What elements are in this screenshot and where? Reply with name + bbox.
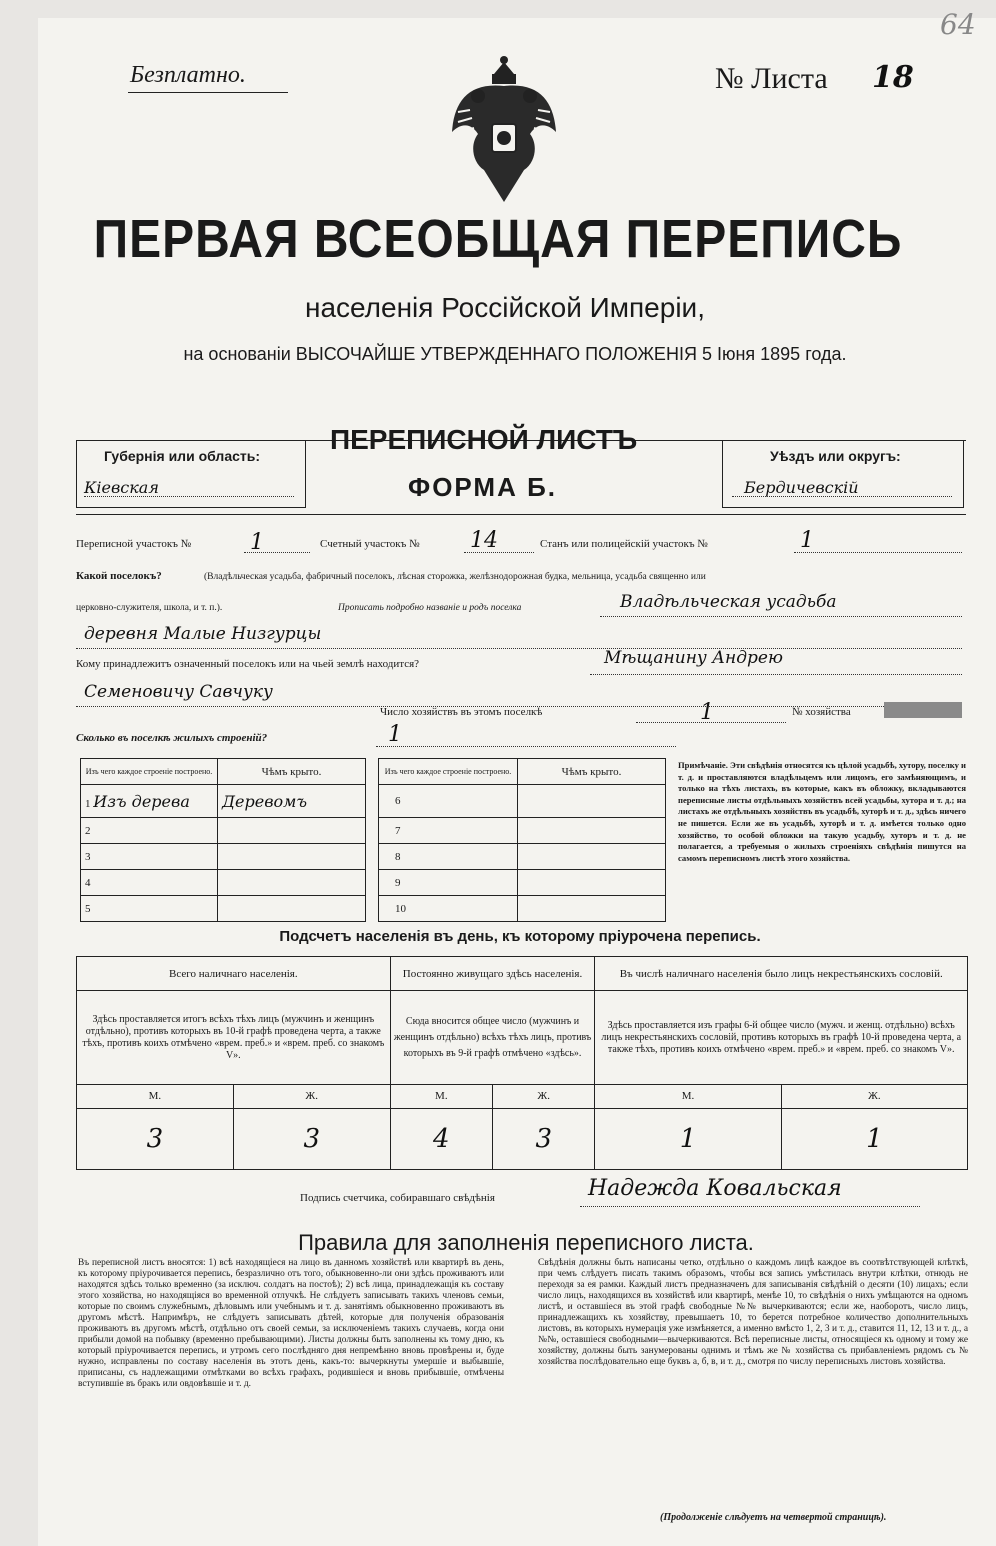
row-number: 2 xyxy=(81,818,218,844)
sheet-number-label: № Листа xyxy=(715,62,828,95)
total-male-value: 3 xyxy=(77,1109,234,1170)
rules-continued: (Продолженіе слѣдуетъ на четвертой страницѣ). xyxy=(660,1512,887,1523)
buildings-table-left xyxy=(80,758,366,922)
building-row xyxy=(379,870,666,896)
male-header: М. xyxy=(77,1084,234,1108)
buildings-line xyxy=(376,746,676,747)
building-row xyxy=(81,870,366,896)
total-population-text: Здѣсь проставляется итогъ всѣхъ тѣхъ лицъ (мужчинъ и женщинъ отдѣльно), противъ которыхъ въ 10-й графѣ проведена черта, а также тѣхъ, противъ коихъ отмѣчено «врем. преб.» и «врем. преб. со знакомъ V». xyxy=(77,991,391,1084)
rules-right-text: Свѣдѣнія должны быть написаны четко, отдѣльно о каждомъ лицѣ каждое въ соотвѣтствующей клѣткѣ, при чемъ слѣдуетъ писать такимъ образомъ, чтобы вся запись умѣстилась внутри клѣтки, отнюдь не переходя за ея рамки. Каждый листъ предназначенъ для записыванія свѣдѣній о десяти (10) лицахъ; если число лицъ, находящихся въ хозяйствѣ или квартирѣ, менѣе 10, то свѣдѣнія о нихъ умѣщаются на одномъ листѣ, и оставшіеся въ этой графѣ свободные №№ вычеркиваются; если же, наоборотъ, число лицъ, принадлежащихъ къ хозяйству, превышаетъ 10, то берется потребное количество дополнительныхъ листовъ, въ которыхъ нумерація уже измѣняется, а именно вмѣсто 1, 2, 3 и т. д., ставится 11, 12, 13 и т. д., а №№, оставшіеся свободными—вычеркиваются. Всѣ переписные листы, относящіеся къ одному и тому же хозяйству, должны быть занумерованы однимъ и тѣмъ же № хозяйства съ прибавленіемъ рядомъ съ № хозяйства послѣдовательно еще буквъ а, б, в, и т. д., смотря по числу переписныхъ листовъ хозяйства. xyxy=(538,1258,968,1367)
female-header: Ж. xyxy=(781,1084,967,1108)
settlement-value2: деревня Малые Низгурцы xyxy=(84,624,322,644)
owner-label: Кому принадлежитъ означенный поселокъ или на чьей землѣ находится? xyxy=(76,658,420,670)
total-population-header: Всего наличнаго населенія. xyxy=(77,957,391,991)
permanent-female-value: 3 xyxy=(493,1109,595,1170)
row-number: 9 xyxy=(379,870,518,896)
census-district-label: Переписной участокъ № xyxy=(76,538,192,550)
building-row xyxy=(379,844,666,870)
settlement-hint2: церковно-служителя, школа, и т. п.). xyxy=(76,603,223,613)
basis-line: на основаніи ВЫСОЧАЙШЕ УТВЕРЖДЕННАГО ПОЛОЖЕНІЯ 5 Іюня 1895 года. xyxy=(183,344,847,364)
non-peasant-male-value: 1 xyxy=(595,1109,781,1170)
settlement-line2 xyxy=(76,648,962,649)
building-roof xyxy=(518,785,666,818)
corner-mark: 64 xyxy=(940,8,976,41)
sheet-title: ПЕРЕПИСНОЙ ЛИСТЪ xyxy=(330,424,638,455)
coat-of-arms-icon xyxy=(448,52,560,204)
guberniya-value: Кіевская xyxy=(84,478,159,497)
page-subtitle: населенія Россійской Имперіи, xyxy=(305,292,705,323)
building-row xyxy=(81,785,366,818)
female-header: Ж. xyxy=(233,1084,390,1108)
household-no-label: № хозяйства xyxy=(792,706,851,718)
building-material: Изъ дерева xyxy=(93,791,190,811)
header-rule-bottom xyxy=(76,514,966,515)
owner-value1: Мѣщанину Андрею xyxy=(604,648,783,668)
census-district-line xyxy=(244,552,310,553)
uezd-value: Бердичевскій xyxy=(744,478,859,497)
buildings-value: 1 xyxy=(388,722,402,747)
col-roof-header: Чѣмъ крыто. xyxy=(218,759,366,785)
building-roof xyxy=(218,896,366,922)
non-peasant-female-value: 1 xyxy=(781,1109,967,1170)
row-number: 3 xyxy=(81,844,218,870)
building-roof xyxy=(518,818,666,844)
male-header: М. xyxy=(390,1084,492,1108)
settlement-value1: Владѣльческая усадьба xyxy=(620,592,837,612)
building-row xyxy=(81,896,366,922)
signature-value: Надежда Ковальская xyxy=(588,1176,842,1201)
building-roof: Деревомъ xyxy=(218,785,366,818)
rules-heading: Правила для заполненія переписного листа. xyxy=(298,1230,754,1255)
permanent-population-header: Постоянно живущаго здѣсь населенія. xyxy=(390,957,595,991)
total-female-value: 3 xyxy=(233,1109,390,1170)
signature-label: Подпись счетчика, собиравшаго свѣдѣнія xyxy=(300,1192,495,1204)
building-roof xyxy=(218,818,366,844)
count-district-label: Счетный участокъ № xyxy=(320,538,420,550)
census-district-value: 1 xyxy=(250,530,264,555)
col-material-header: Изъ чего каждое строеніе построено. xyxy=(379,759,518,785)
count-district-value: 14 xyxy=(470,528,498,553)
male-header: М. xyxy=(595,1084,781,1108)
uezd-line xyxy=(732,496,952,497)
building-roof xyxy=(518,896,666,922)
population-heading: Подсчетъ населенія въ день, къ которому пріурочена перепись. xyxy=(279,928,761,945)
buildings-note: Примѣчаніе. Эти свѣдѣнія относятся къ цѣлой усадьбѣ, хутору, поселку и т. д. и проставляются владѣльцемъ или лицомъ, его замѣняющимъ, и только на тѣхъ листахъ, въ которые, какъ въ обложку, вкладываются переписные листы отдѣльныхъ хозяйствъ всей усадьбы, хутора и т. д.; на листахъ же отдѣльныхъ хозяйствъ въ усадьбѣ, хуторѣ и т. д., здѣсь ничего не пишется. Если же въ усадьбѣ, хуторѣ и т. д. имѣется только одно хозяйство, то особой обложки на такую усадьбу, хуторъ и т. д. не полагается, а требуемыя о жилыхъ строеніяхъ свѣдѣнія пишутся на самомъ переписномъ листѣ этого хозяйства. xyxy=(678,760,966,863)
households-label: Число хозяйствъ въ этомъ поселкѣ xyxy=(380,706,543,718)
household-no-field xyxy=(884,702,962,718)
non-peasant-text: Здѣсь проставляется изъ графы 6-й общее число (мужч. и женщ. отдѣльно) всѣхъ лицъ некрестьянскихъ сословій, противъ которыхъ въ графѣ 10-й проведена черта, а также тѣхъ, противъ коихъ отмѣчено «врем. преб.» и «врем. преб. со знакомъ V». xyxy=(595,991,968,1084)
settlement-line1 xyxy=(600,616,962,617)
row-number: 7 xyxy=(379,818,518,844)
households-value: 1 xyxy=(700,700,714,725)
non-peasant-header: Въ числѣ наличнаго населенія было лицъ некрестьянскихъ сословій. xyxy=(595,957,968,991)
page-title: ПЕРВАЯ ВСЕОБЩАЯ ПЕРЕПИСЬ xyxy=(93,209,903,270)
building-roof xyxy=(218,844,366,870)
row-number: 8 xyxy=(379,844,518,870)
stan-line xyxy=(794,552,962,553)
population-table xyxy=(76,956,968,1170)
guberniya-line xyxy=(84,496,294,497)
row-number: 1 xyxy=(85,797,91,810)
building-roof xyxy=(518,844,666,870)
guberniya-label: Губернія или область: xyxy=(104,448,261,464)
building-row xyxy=(81,844,366,870)
uezd-label: Уѣздъ или округъ: xyxy=(770,448,901,464)
col-material-header: Изъ чего каждое строеніе построено. xyxy=(81,759,218,785)
free-underline xyxy=(128,92,288,93)
row-number: 10 xyxy=(379,896,518,922)
owner-value2: Семеновичу Савчуку xyxy=(84,682,273,702)
row-number: 4 xyxy=(81,870,218,896)
buildings-table-right xyxy=(378,758,666,922)
buildings-label: Сколько въ поселкѣ жилыхъ строеній? xyxy=(76,732,268,744)
building-row xyxy=(379,896,666,922)
settlement-label: Какой поселокъ? xyxy=(76,570,162,582)
stan-value: 1 xyxy=(800,528,814,553)
row-number: 5 xyxy=(81,896,218,922)
settlement-hint: (Владѣльческая усадьба, фабричный поселокъ, лѣсная сторожка, желѣзнодорожная будка, мельница, усадьба священно или xyxy=(204,572,706,582)
permanent-population-text: Сюда вносится общее число (мужчинъ и женщинъ отдѣльно) всѣхъ тѣхъ лицъ, противъ которыхъ въ 9-й графѣ отмѣчено «здѣсь». xyxy=(390,991,595,1084)
stan-label: Станъ или полицейскій участокъ № xyxy=(540,538,708,550)
building-roof xyxy=(218,870,366,896)
form-name: ФОРМА Б. xyxy=(408,472,557,502)
female-header: Ж. xyxy=(493,1084,595,1108)
households-line xyxy=(636,722,786,723)
sheet-number-value: 18 xyxy=(872,60,914,95)
signature-line xyxy=(580,1206,920,1207)
owner-line1 xyxy=(590,674,962,675)
row-number: 6 xyxy=(379,785,518,818)
building-row xyxy=(81,818,366,844)
building-roof xyxy=(518,870,666,896)
rules-left-text: Въ переписной листъ вносятся: 1) всѣ находящіеся на лицо въ данномъ хозяйствѣ или квартирѣ въ день, къ которому пріурочивается перепись, безразлично отъ того, обыкновенно-ли они здѣсь проживаютъ или находятся здѣсь только временно (за исключ. солдатъ на постоѣ); 2) всѣ лица, принадлежащія къ составу этого хозяйства, но находящіяся во временной отлучкѣ. Не слѣдуетъ записывать такихъ членовъ семьи, которые по своимъ служебнымъ, дѣловымъ или учебнымъ и т. д. занятіямъ обыкновенно проживаютъ въ другомъ мѣстѣ. Напримѣръ, не слѣдуетъ записывать дѣтей, которые для полученія образованія проживаютъ въ другомъ мѣстѣ, отдѣльно отъ своей семьи, за исключеніемъ такихъ случаевъ, когда они прибыли домой на побывку (временно пребывающими). Листы должны быть заполнены къ тому дню, къ который пріурочивается перепись, и утромъ сего послѣдняго дня непремѣнно вновь провѣрены и, буде нужно, исправлены по составу населенія въ этотъ день, какъ-то: вычеркнуты умершіе и выбывшіе, приписаны, съ надлежащими отмѣтками во всѣхъ графахъ, родившіеся и вновь прибывшіе, отмѣчены вступившіе въ бракъ или овдовѣвшіе и т. д. xyxy=(78,1258,504,1389)
col-roof-header: Чѣмъ крыто. xyxy=(518,759,666,785)
count-district-line xyxy=(464,552,534,553)
building-row xyxy=(379,785,666,818)
permanent-male-value: 4 xyxy=(390,1109,492,1170)
building-row xyxy=(379,818,666,844)
free-label: Безплатно. xyxy=(130,62,246,88)
settlement-instruction: Прописать подробно названіе и родъ поселка xyxy=(338,603,522,613)
